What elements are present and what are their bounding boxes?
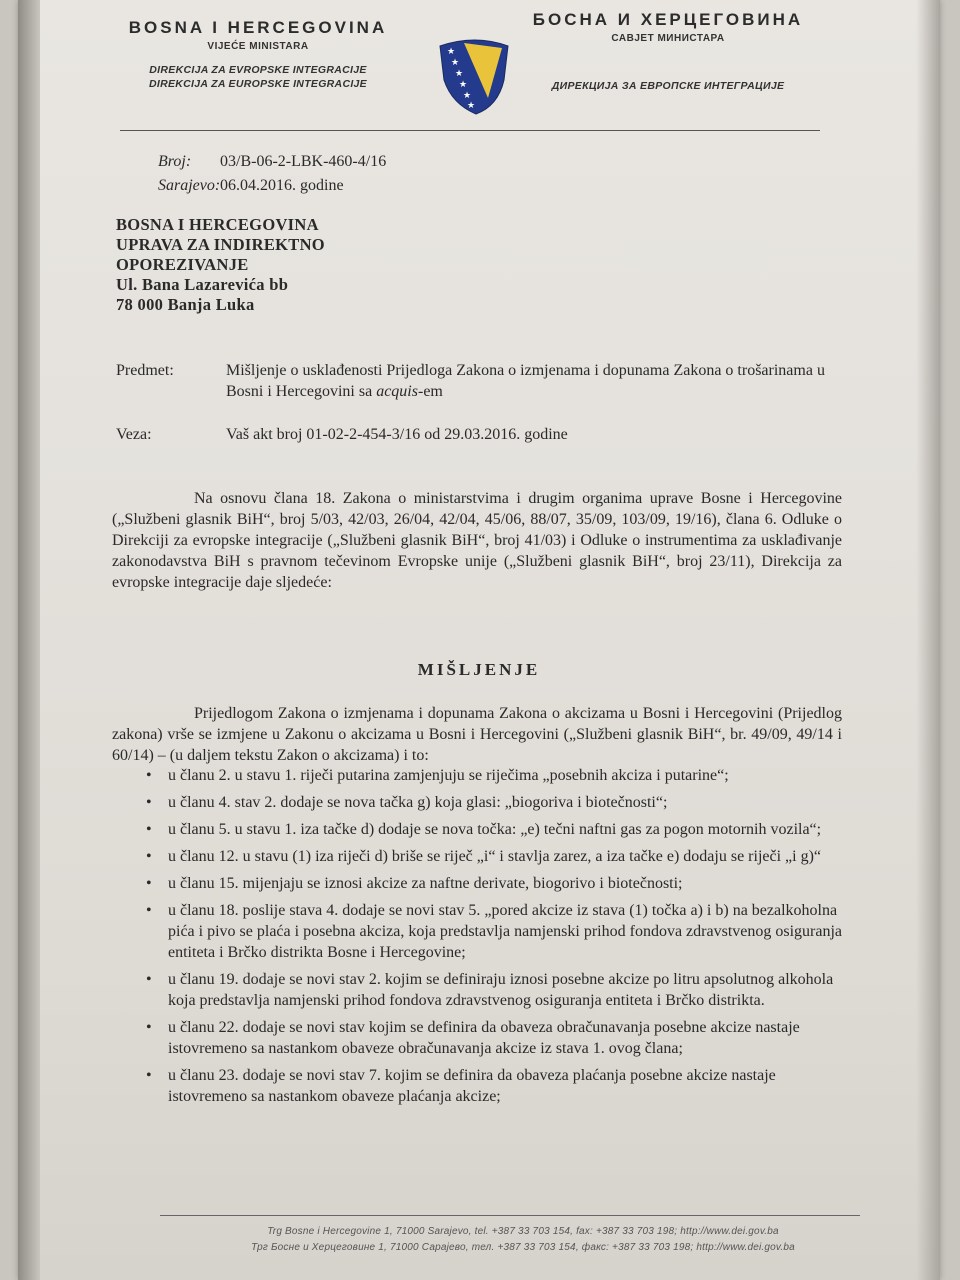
list-item [138,1065,853,1107]
list-item-text: u članu 22. dodaje se novi stav kojim se definira da obaveza obračunavanja posebne akcize nastaje istovremeno sa nastankom obaveze obračunavanja akcize iz stava 1. ovog člana; [168,1019,800,1057]
page-shadow-right [916,0,940,1280]
subject-row [116,360,826,402]
bullet-icon: • [146,794,152,811]
list-item [138,765,853,786]
bullet-icon: • [146,902,152,919]
coat-of-arms-icon [430,28,516,118]
bullet-icon: • [146,1067,152,1084]
recipient-line: UPRAVA ZA INDIREKTNO [116,235,325,254]
list-item-text: u članu 2. u stavu 1. riječi putarina zamjenjuju se riječima „posebnih akciza i putarine“; [168,767,729,784]
subject-text [226,360,826,402]
place-label: Sarajevo: [158,177,221,194]
subject-label: Predmet: [116,362,174,379]
list-item-text: u članu 19. dodaje se novi stav 2. kojim se definiraju iznosi posebne akcize po litru apsolutnog alkohola koja predstavlja namjenski prihod fondova zdravstvenog osiguranja entiteta i Brčko distrikta. [168,971,834,1009]
reference-text: Vaš akt broj 01-02-2-454-3/16 od 29.03.2016. godine [226,426,568,443]
council-name-latin: VIJEĆE MINISTARA [207,41,309,52]
bullet-icon: • [146,971,152,988]
list-item [138,969,853,1011]
amendments-list [138,765,853,1113]
reference-number-row [158,150,386,174]
country-name-latin: BOSNA I HERCEGOVINA [128,18,388,37]
bullet-icon: • [146,1019,152,1036]
list-item-text: u članu 18. poslije stava 4. dodaje se novi stav 5. „pored akcize iz stava (1) točka a) i b) na bezalkoholna pića i pivo se plaća i posebna akciza, koja predstavlja namjenski prihod fondova zdravstvenog osiguranja entiteta i Brčko distrikta Bosne i Hercegovine; [168,902,843,961]
document-meta [158,150,386,198]
directorate-name-bosnian: DIREKCIJA ZA EVROPSKE INTEGRACIJE [149,64,367,76]
number-value: 03/B-06-2-LBK-460-4/16 [220,153,387,170]
recipient-line: 78 000 Banja Luka [116,295,255,314]
recipient-address [116,215,325,315]
bullet-icon: • [146,848,152,865]
date-value: 06.04.2016. godine [220,177,344,194]
bullet-icon: • [146,767,152,784]
body-intro-paragraph: Prijedlogom Zakona o izmjenama i dopunama Zakona o akcizama u Bosni i Hercegovini (Prijedlog zakona) vrše se izmjene u Zakonu o akcizama u Bosni i Hercegovini („Službeni glasnik BiH“, br. 49/09, 49/14 i 60/14) – (u daljem tekstu Zakon o akcizama) i to: [112,705,842,764]
list-item [138,846,853,867]
letterhead [18,10,940,128]
section-heading: MIŠLJENJE [417,660,541,679]
recipient-line: OPOREZIVANJE [116,255,249,274]
council-name-cyrillic: САВЈЕТ МИНИСТАРА [611,33,725,44]
letterhead-latin [118,18,398,90]
list-item [138,1017,853,1059]
footer-address-cyrillic: Трг Босне и Херцеговине 1, 71000 Сарајево, тел. +387 33 703 154, факс: +387 33 703 198; http://www.dei.gov.ba [251,1242,795,1253]
subject-tail: -em [417,383,443,400]
bullet-icon: • [146,821,152,838]
subject-italic: acquis [376,383,418,400]
reference-label: Veza: [116,426,152,443]
list-item-text: u članu 5. u stavu 1. iza tačke d) dodaje se nova točka: „e) tečni naftni gas za pogon motornih vozila“; [168,821,822,838]
footer-address-latin: Trg Bosne i Hercegovine 1, 71000 Sarajevo, tel. +387 33 703 154, fax: +387 33 703 198; http://www.dei.gov.ba [267,1226,779,1237]
svg-text:★: ★ [467,101,476,111]
directorate-name-cyrillic: ДИРЕКЦИЈА ЗА ЕВРОПСКЕ ИНТЕГРАЦИЈЕ [551,80,785,92]
intro-paragraph: Na osnovu člana 18. Zakona o ministarstvima i drugim organima uprave Bosne i Hercegovine („Službeni glasnik BiH“, broj 5/03, 42/03, 26/04, 42/04, 45/06, 88/07, 35/09, 103/09, 19/16), člana 6. Odluke o Direkciji za evropske integracije („Službeni glasnik BiH“, broj 41/03) i Odluke o instrumentima za usklađivanje zakonodavstva BiH s pravnom tečevinom Evropske unije („Službeni glasnik BiH“, broj 23/11), Direkcija za evropske integracije daje sljedeće: [112,490,842,591]
letterhead-divider [120,130,820,131]
directorate-name-croatian: DIREKCIJA ZA EUROPSKE INTEGRACIJE [149,78,367,90]
list-item [138,873,853,894]
reference-row [116,424,826,445]
recipient-line: Ul. Bana Lazarevića bb [116,275,289,294]
list-item-text: u članu 12. u stavu (1) iza riječi d) briše se riječ „i“ i stavlja zarez, a iza tačke e) dodaju se riječi „i g)“ [168,848,822,865]
letterhead-cyrillic [518,10,818,92]
country-name-cyrillic: БОСНА И ХЕРЦЕГОВИНА [532,10,804,29]
svg-text:★: ★ [463,91,472,101]
svg-text:★: ★ [451,58,460,68]
page-shadow-left [18,0,40,1280]
list-item-text: u članu 4. stav 2. dodaje se nova tačka g) koja glasi: „biogoriva i biotečnosti“; [168,794,668,811]
list-item-text: u članu 15. mijenjaju se iznosi akcize za naftne derivate, biogorivo i biotečnosti; [168,875,683,892]
list-item [138,819,853,840]
bullet-icon: • [146,875,152,892]
number-label: Broj: [158,153,192,170]
subject-main: Mišljenje o usklađenosti Prijedloga Zakona o izmjenama i dopunama Zakona o trošarinama u Bosni i Hercegovini sa [226,362,825,400]
list-item-text: u članu 23. dodaje se novi stav 7. kojim se definira da obaveza plaćanja posebne akcize nastaje istovremeno sa nastankom obaveze plaćanja akcize; [168,1067,776,1105]
list-item [138,792,853,813]
svg-text:★: ★ [459,80,468,90]
svg-text:★: ★ [447,47,456,57]
recipient-line: BOSNA I HERCEGOVINA [116,215,319,234]
svg-text:★: ★ [455,69,464,79]
footer-divider [160,1215,860,1216]
date-row [158,174,386,198]
list-item [138,900,853,963]
document-page [18,0,940,1280]
